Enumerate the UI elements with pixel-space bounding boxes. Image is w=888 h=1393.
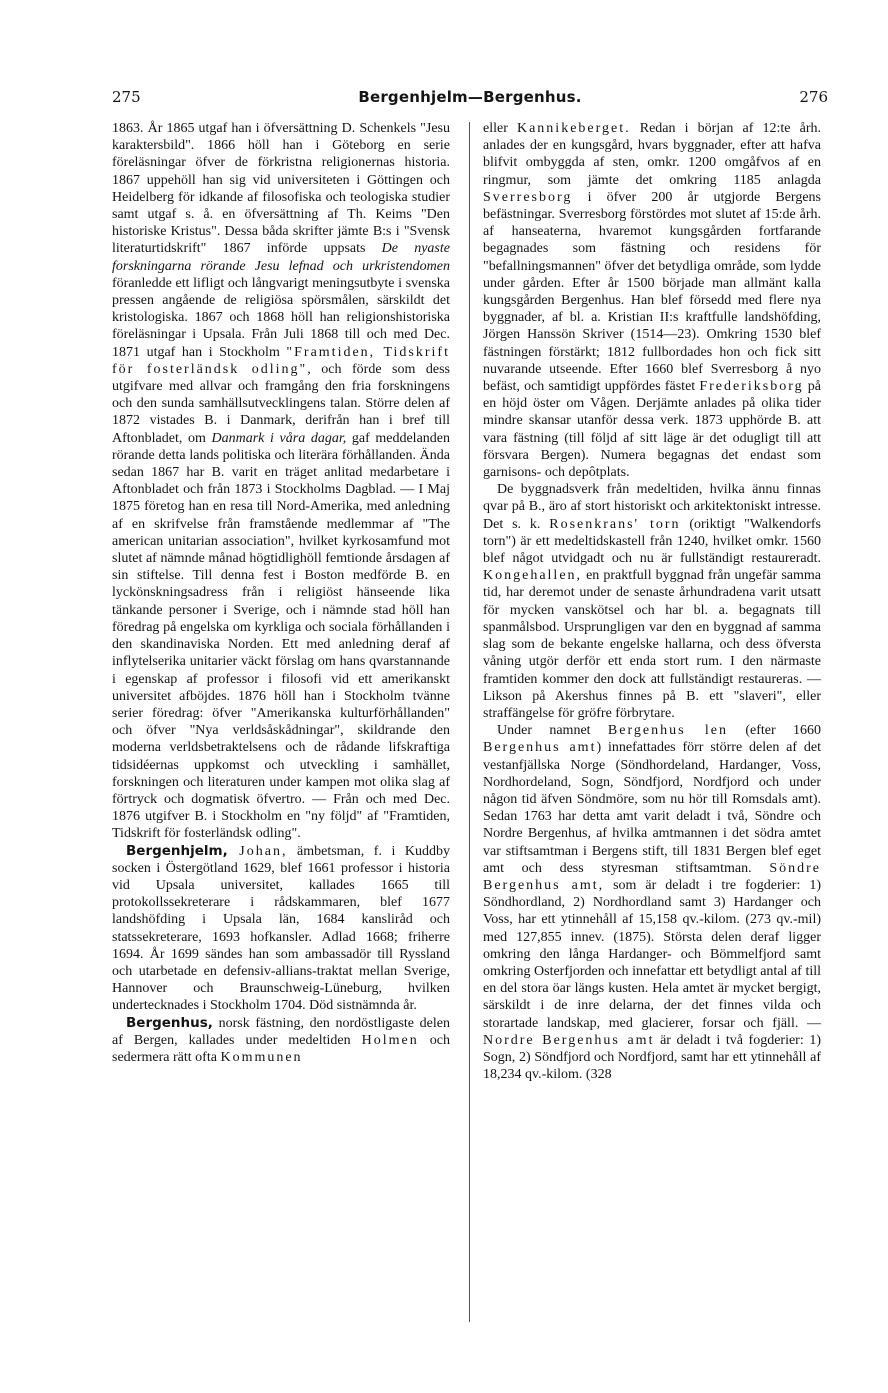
spaced-title: "Framtiden, Tidskrift för fosterländsk odling" <box>112 344 450 377</box>
text-run: norsk fästning, den nordöstligaste delen af Bergen, kallades under medeltiden <box>112 1015 450 1048</box>
spaced-term: Nordre Bergenhus amt <box>483 1032 655 1048</box>
column-divider <box>469 122 470 1322</box>
text-run: 1863. År 1865 utgaf han i öfversättning D. Schenkels "Jesu karaktersbild". 1866 höll han i Göteborg en serie föreläsningar öfver de förkristna religionernas historia. 1867 uppehöll han sig vid universiteten i Göttingen och Heidelberg för idkande af filosofiska och teologiska studier samt utgaf s. å. en öfversättning af Th. Keims "Den historiske Kristus". Dessa båda skrifter jämte B:s i "Svensk literaturtidskrift" 1867 införde uppsats <box>112 121 450 257</box>
text-run: Under namnet <box>497 723 608 739</box>
spaced-term: Kommunen <box>220 1049 303 1065</box>
text-run: är deladt i två fogderier: 1) Sogn, 2) Söndfjord och Nordfjord, samt har ett ytinnehåll af 18,234 qv.-kilom. (328 <box>483 1032 821 1083</box>
text-run: (oriktigt "Walkendorfs torn") är ett medeltidskastell från 1240, hvilket omkr. 1560 blef något utvidgadt och nu är fullständigt restaureradt. <box>483 516 821 567</box>
paragraph-bergenhus-history <box>483 120 821 481</box>
text-run: en praktfull byggnad från ungefär samma tid, har deremot under de senaste århundradena varit utsatt för mycken vanskötsel och har bl. a. begagnats till spanmålsbod. Ursprungligen var den en byggnad af samma slag som de bekante engelske hallarna, och dess öfversta våning utgör derför ett enda stort rum. I den närmaste framtiden kommer den dock att fullständigt restaureras. — Likson på Akershus finnes på B. ett "slaveri", eller straffängelse för gröfre förbrytare. <box>483 568 821 721</box>
paragraph-bergenhus-amt <box>483 722 821 1083</box>
text-run: som är deladt i tre fogderier: 1) Söndhordland, 2) Nordhordland samt 3) Hardanger och Voss, har ett ytinnehåll af 15,158 qv.-kilom. (273 qv.-mil) med 127,855 innev. (1875). Största delen deraf ligger omkring den långa Hardanger- och Bömmelfjord samt omkring Osterfjorden och innefattar ett betydligt antal af till en del stora öar längs kusten. Hela amtet är mycket bergigt, särskildt i de inre delarna, der det finnes vilda och storartade landskap, med glacierer, forsar och fjäll. — <box>483 877 821 1031</box>
spaced-name: Johan, <box>227 843 288 859</box>
text-run: föranledde ett lifligt och långvarigt meningsutbyte i svenska pressen angående de religiösa spörsmålen, särskildt det kristologiska. 1867 och 1868 höll han religionshistoriska föreläsningar i Upsala. Från Juli 1868 till och med Dec. 1871 utgaf han i Stockholm <box>112 275 450 360</box>
text-run: Redan i början af 12:te årh. anlades der en kungsgård, hvars byggnader, efter att hafva blifvit ombyggda af sten, omkr. 1200 omgåfvos af en ringmur, som jämte det omkring 1185 anlagda <box>483 121 821 188</box>
text-run: i öfver 200 år utgjorde Bergens befästningar. Sverresborg förstördes mot slutet af 15:de årh. af hanseaterna, hvaremot kungsgården fortfarande begagnades som fästning och residens för "befallningsmannen" öfver det betydliga område, som lydde under gården. Efter år 1500 började man allmänt kalla kungsgården Bergenhus. Han blef försedd med flere nya byggnader, af bl. a. Kristian II:s kraftfulle landshöfding, Jörgen Hanssön Skriver (1514—23). Omkring 1530 blef fästningen förstärkt; 1812 fullbordades hon och fick sitt nuvarande utseende. Efter 1660 blef Sverresborg å nyo befäst, och samtidigt uppfördes fästet <box>483 189 821 395</box>
paragraph-bergenhus-buildings <box>483 481 821 722</box>
spaced-term: Rosenkrans' torn <box>549 516 681 532</box>
entry-headword: Bergenhus, <box>126 1014 213 1031</box>
spaced-term: Bergenhus len <box>607 723 728 739</box>
entry-bergenhjelm-johan <box>112 843 450 1015</box>
text-run: eller <box>483 121 517 136</box>
right-column <box>483 120 821 1083</box>
spaced-term: Söndre Bergenhus amt, <box>483 860 821 893</box>
text-run: ämbetsman, f. i Kuddby socken i Östergötland 1629, blef 1661 professor i historia vid Upsala universitet, kallades 1665 till protokollssekreterare i rådskammaren, blef 1677 landshöfding i Upsala län, 1684 kansliråd och statssekreterare, 1693 hofkansler. Adlad 1668; friherre 1694. År 1699 sändes han som ambassadör till Ryssland och utarbetade en defensiv-allians-traktat mellan Sverige, Hannover och Braunschweig-Lüneburg, hvilken undertecknades i Stockholm 1704. Död sistnämnda år. <box>112 843 451 1014</box>
spaced-term: Sverresborg <box>483 189 573 205</box>
page-number-right: 276 <box>799 88 828 106</box>
page-header <box>112 88 828 110</box>
entry-bergenhus <box>112 1015 450 1067</box>
text-run: ) innefattades förr större delen af det vestanfjällska Norge (Söndhordeland, Hardanger, Voss, Nordhordeland, Sogn, Söndfjord, Nordfjord och under någon tid äfven Söndmöre, som nu hör till Romsdals amt). Sedan 1763 har detta amt varit deladt i två, Söndre och Nordre Bergenhus, af hvilka amtmannen i det södra amtet var stiftsamtman i Bergens stift, till 1831 Bergen blef eget amt och dess styresman stiftsamtman. <box>483 740 821 876</box>
spaced-term: Kongehallen, <box>483 568 583 584</box>
italic-title: Danmark i våra dagar, <box>211 430 347 446</box>
text-run: och sedermera rätt ofta <box>112 1032 450 1065</box>
spaced-term: Frederiksborg <box>699 379 804 395</box>
spaced-term: Holmen <box>361 1032 419 1048</box>
text-run: gaf meddelanden rörande detta lands politiska och literära förhållanden. Ända sedan 1867 har B. varit en träget anlitad medarbetare i Aftonbladet och från 1873 i Stockholms Dagblad. — I Maj 1875 företog han en resa till Nord-Amerika, med anledning af en skrifvelse från framstående medlemmar af "The american unitarian association", hvilket kyrkosamfund mot slutet af nämnde månad högtidlighöll femtionde årsdagen af sin stiftelse. Till denna fest i Boston medförde B. en lyckönskningsadress från i religiöst hänseende lika tänkande personer i Sverige, och i nämnde stad höll han föredrag på engelska om kyrkliga och sociala förhållanden i den skandinaviska Norden. Ett med anledning deraf af inflytelserika unitarier väckt förslag om hans qvarstannande i egenskap af professor i filosofi vid ett amerikanskt universitet afböjdes. 1876 höll han i Stockholm tvänne serier föredrag: öfver "Amerikanska kulturförhållanden" och öfver "Nya verldsåskådningar", skildrande den moderna verldsbetraktelsens och de rådande lifskraftiga tidsidéernas uppkomst och utveckling i samhället, forskningen och literaturen under kampen mot olika slag af förtryck och dogmatisk öfvertro. — Från och med Dec. 1876 utgifver B. i Stockholm en "ny följd" af "Framtiden, Tidskrift för fosterländsk odling". <box>112 430 450 842</box>
running-head: Bergenhjelm—Bergenhus. <box>358 88 582 106</box>
text-run: De byggnadsverk från medeltiden, hvilka ännu finnas qvar på B., äro af stort historiskt och arkitektoniskt intresse. Det s. k. <box>483 482 821 532</box>
paragraph-bergenhjelm-continued <box>112 120 450 843</box>
text-run: , och förde som dess utgifvare med allvar och framgång den fria forskningens och den sunda samhällsutvecklingens talan. Större delen af 1872 vistades B. i Danmark, derifrån han i bref till Aftonbladet, om <box>112 361 450 446</box>
spaced-term: Kannikeberget. <box>516 121 631 136</box>
italic-title: De nyaste forskningarna rörande Jesu lefnad och urkristendomen <box>112 241 450 274</box>
text-run: på en höjd öster om Vågen. Derjämte anlades på olika tider mindre skansar utanför dessa verk. 1873 upphörde B. att vara fästning (till följd af sitt läge är det odugligt till att försvara Bergen). Numera begagnas det endast som garnisons- och depôtplats. <box>483 379 821 481</box>
text-run: (efter 1660 <box>727 723 821 739</box>
left-column <box>112 120 450 1066</box>
spaced-term: Bergenhus amt <box>483 740 597 756</box>
page-number-left: 275 <box>112 88 141 106</box>
entry-headword: Bergenhjelm, <box>126 842 228 859</box>
